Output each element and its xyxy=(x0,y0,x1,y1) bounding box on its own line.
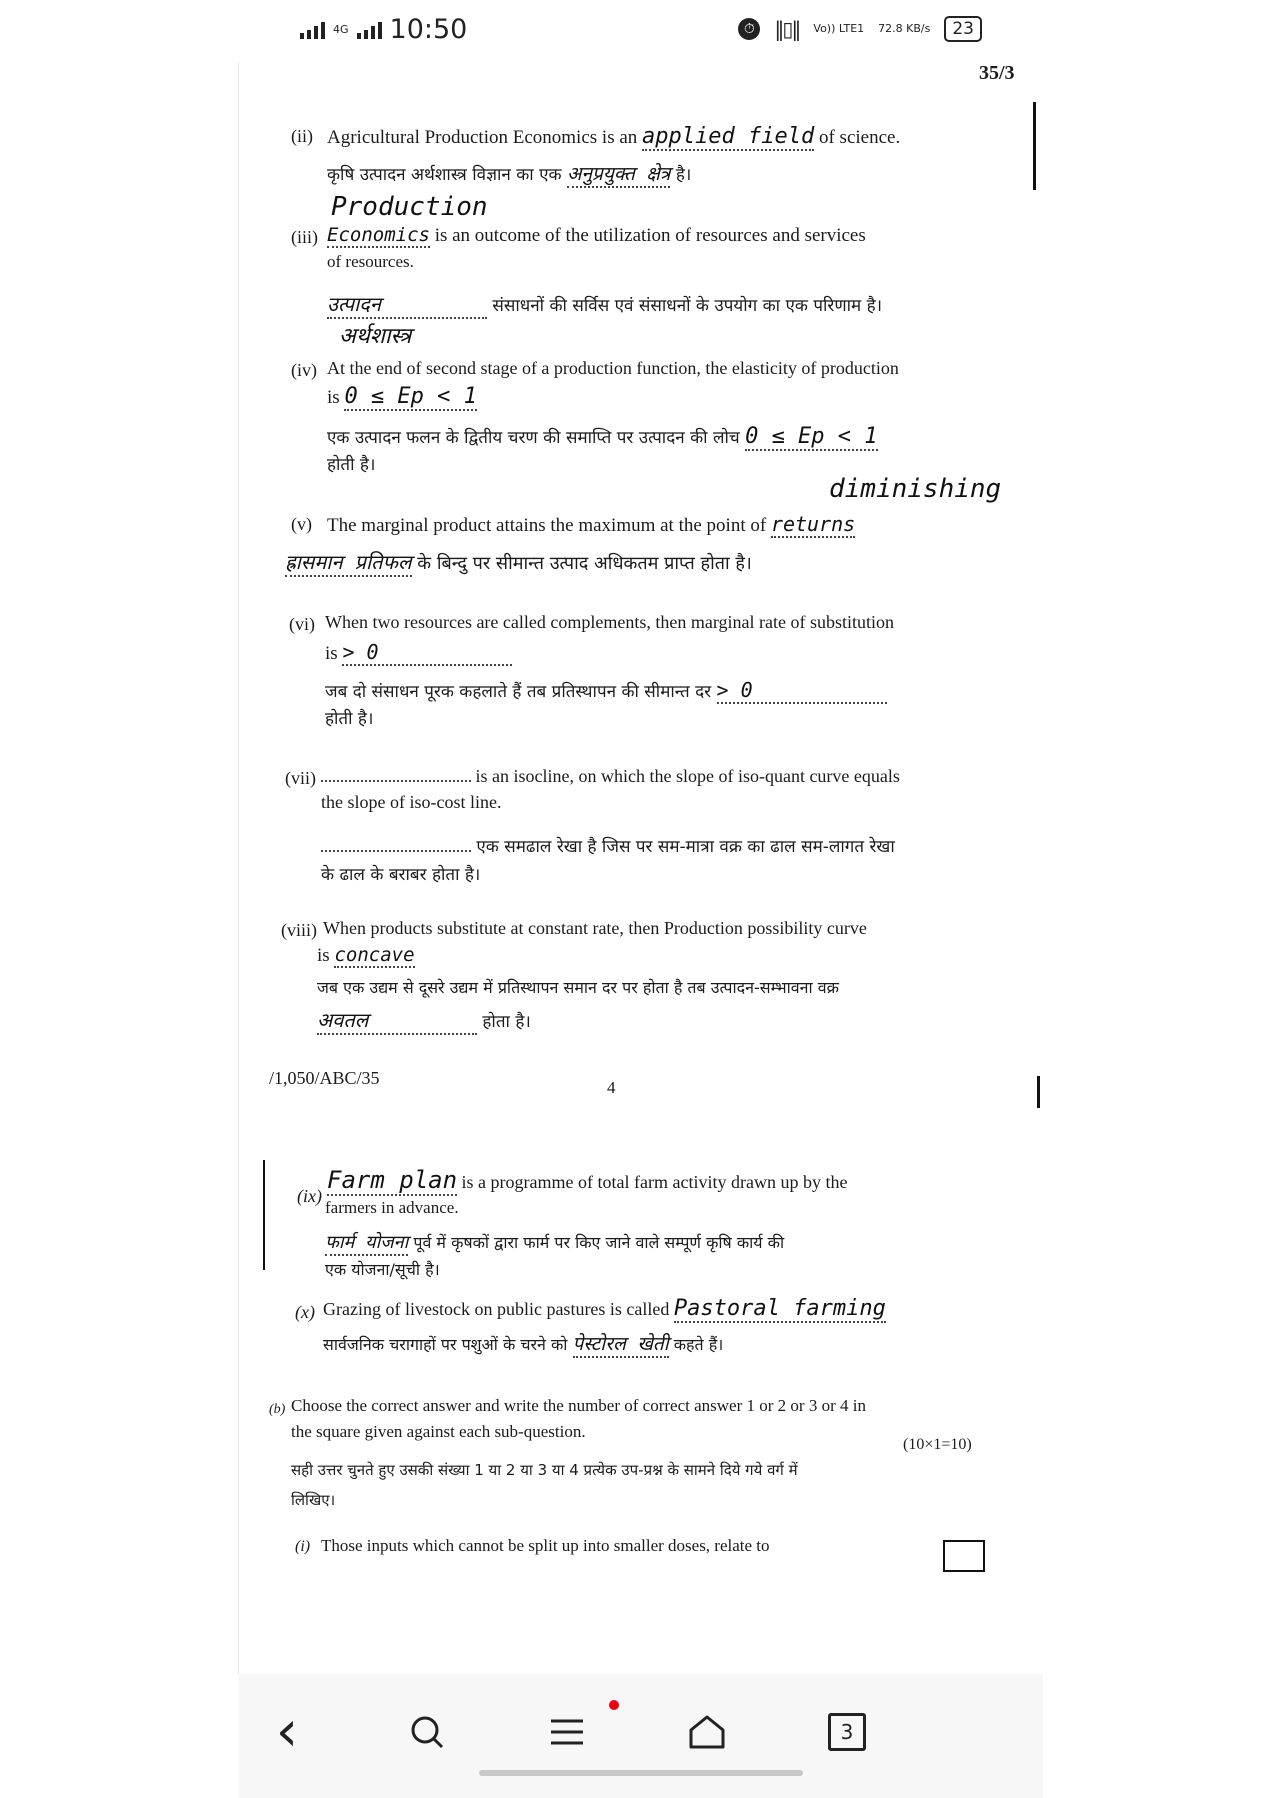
page-number: 4 xyxy=(607,1078,616,1097)
back-button[interactable] xyxy=(257,1699,317,1764)
question-text-hindi xyxy=(325,678,887,704)
document-viewer[interactable] xyxy=(239,62,1043,1674)
text-en-line2: of resources. xyxy=(327,252,414,271)
question-number: (viii) xyxy=(281,920,317,940)
question-text-hindi xyxy=(323,1330,723,1358)
marks: (10×1=10) xyxy=(903,1436,972,1453)
question-text xyxy=(327,384,477,411)
text-en-after: is an isocline, on which the slope of iso-quant curve equals xyxy=(475,766,900,786)
text-hi-after: संसाधनों की सर्विस एवं संसाधनों के उपयोग का एक परिणाम है। xyxy=(492,296,883,316)
battery-icon: 23 xyxy=(944,16,982,42)
text-hi-line2: एक योजना/सूची है। xyxy=(325,1260,440,1279)
text-en-is: is xyxy=(325,643,338,664)
question-text xyxy=(325,640,512,666)
menu-button[interactable] xyxy=(537,1702,597,1762)
gesture-bar[interactable] xyxy=(479,1770,803,1776)
text-hi: सार्वजनिक चरागाहों पर पशुओं के चरने को xyxy=(323,1335,568,1354)
text-hi-after: एक समढाल रेखा है जिस पर सम-मात्रा वक्र का ढाल सम-लागत रेखा xyxy=(476,837,895,857)
question-text xyxy=(317,944,415,968)
status-right xyxy=(738,16,982,42)
answer-en: returns xyxy=(770,512,856,536)
text-hi: जब एक उद्यम से दूसरे उद्यम में प्रतिस्थापन समान दर पर होता है तब उत्पादन-सम्भावना वक्र xyxy=(317,978,839,997)
handwritten-note: अर्थशास्त्र xyxy=(339,324,412,349)
question-text xyxy=(323,1296,886,1323)
text-hi: एक उत्पादन फलन के द्वितीय चरण की समाप्ति पर उत्पादन की लोच xyxy=(327,428,740,448)
question-text-hindi xyxy=(321,834,895,857)
text-hi-after: होता है। xyxy=(482,1012,531,1032)
text-en: When products substitute at constant rate, then Production possibility curve xyxy=(323,918,867,938)
text-en-after: of science. xyxy=(818,127,901,148)
answer-en: > 0 xyxy=(342,640,512,666)
margin-rule xyxy=(263,1160,265,1270)
page-code: 35/3 xyxy=(979,62,1015,84)
signal-icon xyxy=(300,21,325,39)
answer-box xyxy=(943,1540,985,1572)
text-hi: कृषि उत्पादन अर्थशास्त्र विज्ञान का एक xyxy=(327,165,562,185)
answer-en: applied field xyxy=(642,124,815,149)
handwritten-note: Production xyxy=(331,192,488,222)
question-text-hindi xyxy=(327,160,691,188)
clock: 10:50 xyxy=(389,14,468,45)
question-text xyxy=(327,124,900,151)
notification-dot xyxy=(609,1700,619,1710)
answer-hi: ह्रासमान प्रतिफल xyxy=(285,548,412,577)
answer-hi: अनुप्रयुक्त क्षेत्र xyxy=(567,160,670,188)
back-icon: ‹ xyxy=(275,1699,299,1764)
question-text-hindi xyxy=(327,290,882,319)
answer-hi: 0 ≤ Ep < 1 xyxy=(745,424,878,449)
home-icon xyxy=(688,1714,726,1750)
text-en-line2: the slope of iso-cost line. xyxy=(321,792,502,812)
answer-en: Economics xyxy=(327,224,430,246)
status-left xyxy=(300,14,467,45)
text-en-is: is xyxy=(317,945,330,966)
volte-indicator: Vo)) LTE1 xyxy=(813,22,865,35)
question-text-hindi xyxy=(327,424,878,451)
text-en-after: is a programme of total farm activity drawn up by the xyxy=(461,1172,848,1192)
question-text xyxy=(327,512,855,538)
blank xyxy=(321,850,471,852)
home-button[interactable] xyxy=(677,1702,737,1762)
bottom-nav xyxy=(239,1674,1043,1798)
blank xyxy=(321,780,471,782)
alarm-icon: ⏱ xyxy=(738,18,760,40)
answer-hi: उत्पादन xyxy=(327,290,487,319)
text-en: When two resources are called complements, then marginal rate of substitution xyxy=(325,612,894,632)
page-bottom xyxy=(239,1140,1043,1674)
search-button[interactable] xyxy=(397,1702,457,1762)
network-speed: 72.8 KB/s xyxy=(878,22,931,35)
question-number: (b) xyxy=(269,1402,286,1417)
text-hi-after: के बिन्दु पर सीमान्त उत्पाद अधिकतम प्राप्त होता है। xyxy=(417,553,752,574)
text-hi-line2: होती है। xyxy=(325,709,374,729)
answer-hi: > 0 xyxy=(717,678,887,704)
text-hi-line2: होती है। xyxy=(327,455,376,475)
question-number: (v) xyxy=(291,514,312,534)
question-text-hindi xyxy=(317,1006,531,1035)
answer-hi: अवतल xyxy=(317,1006,477,1035)
question-number: (vi) xyxy=(289,614,315,634)
question-text-hindi xyxy=(285,548,752,577)
vibrate-icon: ‖▯‖ xyxy=(774,17,800,41)
answer-hi: पेस्टोरल खेती xyxy=(573,1330,669,1358)
answer-hi: फार्म योजना xyxy=(325,1230,408,1256)
handwritten-note: diminishing xyxy=(829,474,1002,504)
text-hi-line2: के ढाल के बराबर होता है। xyxy=(321,865,481,885)
question-number: (ii) xyxy=(291,126,313,146)
question-number: (vii) xyxy=(285,768,316,788)
text-en-after: is an outcome of the utilization of resources and services xyxy=(434,225,866,246)
text-hi-line2: लिखिए। xyxy=(291,1491,336,1509)
network-type: 4G xyxy=(333,22,349,36)
answer-en: Farm plan xyxy=(327,1166,458,1194)
answer-en: 0 ≤ Ep < 1 xyxy=(344,384,477,409)
text-en-is: is xyxy=(327,387,340,408)
answer-en: concave xyxy=(334,944,415,966)
page-top xyxy=(239,62,1043,1097)
question-number: (i) xyxy=(295,1538,311,1555)
text-en: Grazing of livestock on public pastures is called xyxy=(323,1299,670,1319)
text-en: Choose the correct answer and write the number of correct answer 1 or 2 or 3 or 4 in xyxy=(291,1396,866,1415)
text-hi-after: है। xyxy=(675,165,692,185)
question-text xyxy=(321,766,900,787)
question-text xyxy=(327,224,866,248)
tabs-count: 3 xyxy=(828,1713,866,1751)
text-hi: सही उत्तर चुनते हुए उसकी संख्या 1 या 2 या 3 या 4 प्रत्येक उप-प्रश्न के सामने दिये गये वर्ग में xyxy=(291,1461,798,1479)
question-number: (iv) xyxy=(291,360,317,380)
signal-2-icon xyxy=(357,21,382,39)
question-text-hindi xyxy=(325,1230,784,1256)
text-en: Agricultural Production Economics is an xyxy=(327,127,638,148)
paper-footer-code: /1,050/ABC/35 xyxy=(269,1068,380,1088)
text-hi-after: पूर्व में कृषकों द्वारा फार्म पर किए जाने वाले सम्पूर्ण कृषि कार्य की xyxy=(413,1233,785,1252)
question-text xyxy=(327,1166,847,1196)
question-number: (x) xyxy=(295,1302,315,1322)
tabs-button[interactable] xyxy=(817,1702,877,1762)
text-hi: जब दो संसाधन पूरक कहलाते हैं तब प्रतिस्थापन की सीमान्त दर xyxy=(325,682,712,702)
question-number: (iii) xyxy=(291,227,318,247)
status-bar xyxy=(0,0,1272,62)
text-en: At the end of second stage of a production function, the elasticity of production xyxy=(327,358,899,378)
margin-rule xyxy=(1033,102,1036,190)
text-en-line2: the square given against each sub-question. xyxy=(291,1422,586,1441)
question-number: (ix) xyxy=(297,1186,322,1206)
text-en: The marginal product attains the maximum at the point of xyxy=(327,515,767,536)
search-icon xyxy=(409,1714,445,1750)
menu-icon xyxy=(549,1717,585,1747)
text-hi-after: कहते हैं। xyxy=(673,1335,724,1354)
text-en-line2: farmers in advance. xyxy=(325,1198,459,1217)
text-en: Those inputs which cannot be split up into smaller doses, relate to xyxy=(321,1536,770,1555)
margin-rule xyxy=(1037,1076,1040,1108)
answer-en: Pastoral farming xyxy=(673,1296,886,1321)
